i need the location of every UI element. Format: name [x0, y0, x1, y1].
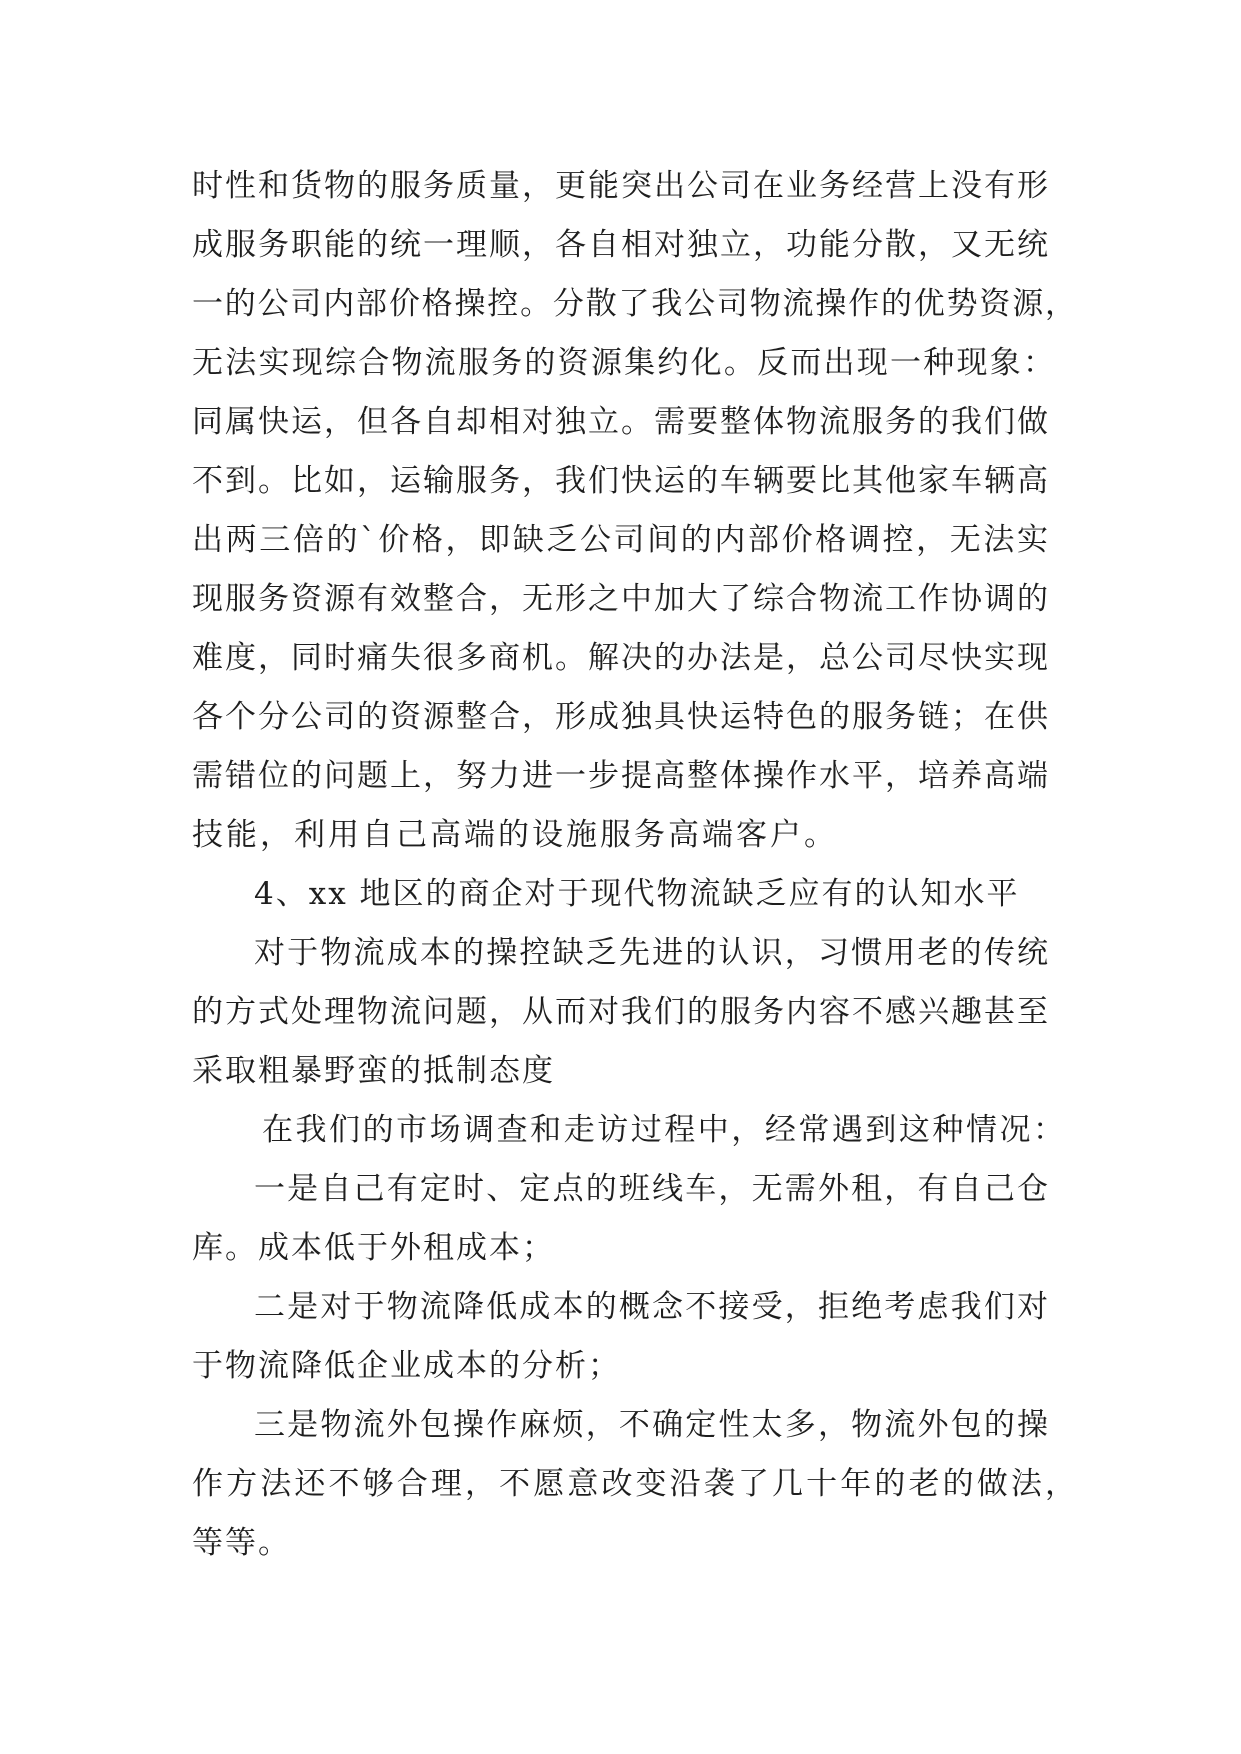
text-line: 于物流降低企业成本的分析； [192, 1348, 621, 1384]
text-line: 三是物流外包操作麻烦，不确定性太多，物流外包的操 [254, 1407, 1048, 1443]
text-line: 不到。比如，运输服务，我们快运的车辆要比其他家车辆高 [192, 463, 1048, 499]
text-line: 成服务职能的统一理顺，各自相对独立，功能分散，又无统 [192, 227, 1048, 263]
text-line: 一的公司内部价格操控。分散了我公司物流操作的优势资源， [192, 286, 1076, 322]
text-line: 的方式处理物流问题，从而对我们的服务内容不感兴趣甚至 [192, 994, 1048, 1030]
text-line: 库。成本低于外租成本； [192, 1230, 555, 1266]
text-line: 技能，利用自己高端的设施服务高端客户。 [192, 817, 838, 853]
text-line: 出两三倍的`价格，即缺乏公司间的内部价格调控，无法实 [192, 522, 1048, 558]
text-line: 难度，同时痛失很多商机。解决的办法是，总公司尽快实现 [192, 640, 1048, 676]
text-line: 需错位的问题上，努力进一步提高整体操作水平，培养高端 [192, 758, 1048, 794]
text-line: 一是自己有定时、定点的班线车，无需外租，有自己仓 [254, 1171, 1048, 1207]
text-line: 同属快运，但各自却相对独立。需要整体物流服务的我们做 [192, 404, 1048, 440]
text-line: 对于物流成本的操控缺乏先进的认识，习惯用老的传统 [254, 935, 1048, 971]
text-line: 各个分公司的资源整合，形成独具快运特色的服务链；在供 [192, 699, 1048, 735]
text-line: 时性和货物的服务质量，更能突出公司在业务经营上没有形 [192, 168, 1048, 204]
text-line: 现服务资源有效整合，无形之中加大了综合物流工作协调的 [192, 581, 1048, 617]
text-line: 在我们的市场调查和走访过程中，经常遇到这种情况： [262, 1112, 1064, 1148]
text-line: 采取粗暴野蛮的抵制态度 [192, 1053, 555, 1089]
text-line: 无法实现综合物流服务的资源集约化。反而出现一种现象： [192, 345, 1054, 381]
section-heading: 4、xx 地区的商企对于现代物流缺乏应有的认知水平 [254, 876, 1020, 912]
text-line: 作方法还不够合理，不愿意改变沿袭了几十年的老的做法， [192, 1466, 1076, 1502]
text-line: 等等。 [192, 1525, 291, 1561]
text-line: 二是对于物流降低成本的概念不接受，拒绝考虑我们对 [254, 1289, 1048, 1325]
